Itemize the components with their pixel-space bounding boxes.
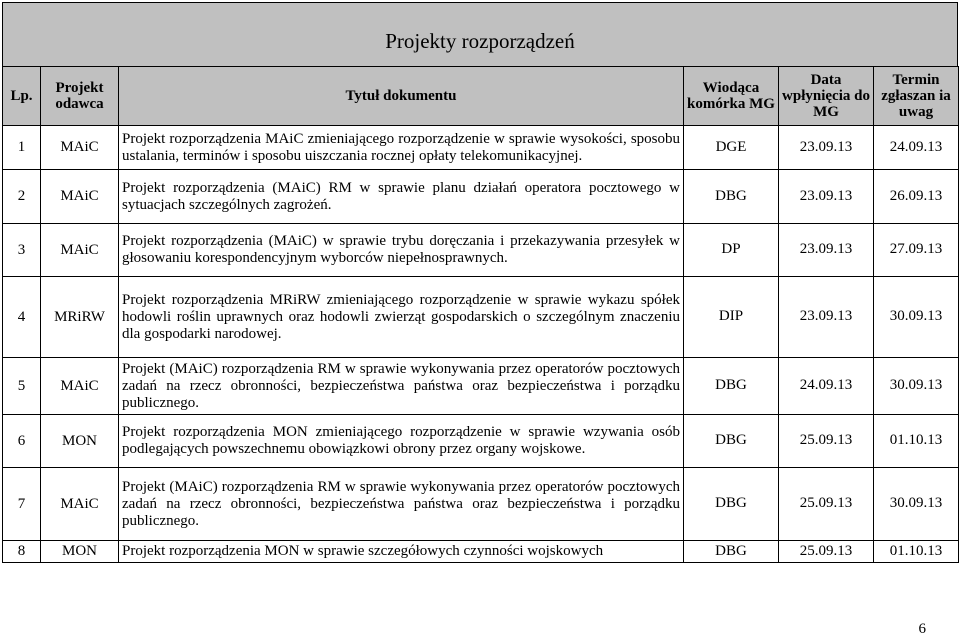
row-org-text: MAiC xyxy=(60,188,99,204)
row-title xyxy=(119,415,684,468)
page-title-band xyxy=(2,2,958,66)
row-deadline xyxy=(874,468,959,541)
row-title xyxy=(119,170,684,224)
table-row xyxy=(3,468,959,541)
row-org-text: MRiRW xyxy=(54,308,105,325)
row-title xyxy=(119,277,684,358)
row-lp xyxy=(3,170,41,224)
row-org xyxy=(41,277,119,358)
row-lp xyxy=(3,358,41,415)
row-deadline-text: 26.09.13 xyxy=(889,187,943,204)
row-deadline-text: 24.09.13 xyxy=(889,138,943,155)
row-unit-text: DBG xyxy=(715,542,747,559)
row-received xyxy=(779,541,874,563)
row-unit xyxy=(684,541,779,563)
row-deadline-text: 01.10.13 xyxy=(889,432,943,448)
row-deadline xyxy=(874,224,959,277)
row-title xyxy=(119,224,684,277)
row-org xyxy=(41,415,119,468)
row-unit xyxy=(684,415,779,468)
row-unit-text: DGE xyxy=(715,138,747,155)
row-org-text: MON xyxy=(61,432,97,449)
row-lp xyxy=(3,468,41,541)
row-lp xyxy=(3,126,41,170)
row-org xyxy=(41,126,119,170)
row-received-text: 24.09.13 xyxy=(799,377,853,393)
row-unit-text: DBG xyxy=(715,432,747,448)
row-received xyxy=(779,224,874,277)
table-row xyxy=(3,126,959,170)
row-received-text: 25.09.13 xyxy=(799,432,853,448)
row-received xyxy=(779,277,874,358)
row-received-text: 23.09.13 xyxy=(799,308,853,324)
header-row xyxy=(3,67,959,126)
col-header-unit: Wiodąca komórka MG xyxy=(684,67,779,126)
row-unit xyxy=(684,277,779,358)
row-received xyxy=(779,358,874,415)
row-lp xyxy=(3,541,41,563)
row-title xyxy=(119,541,684,563)
row-deadline xyxy=(874,170,959,224)
row-org-text: MAiC xyxy=(60,139,99,155)
row-unit-text: DIP xyxy=(718,308,744,324)
page-number: 6 xyxy=(918,621,926,637)
table-row xyxy=(3,170,959,224)
row-received xyxy=(779,468,874,541)
projects-table xyxy=(2,66,959,563)
row-lp-text: 1 xyxy=(17,139,26,155)
row-title xyxy=(119,126,684,170)
col-header-org: Projekt odawca xyxy=(41,67,119,126)
row-title-text: Projekt rozporządzenia MON zmieniającego rozporządzenie w sprawie wzywania osób podlegających powszechnemu obowiązkowi obrony przez organy wojskowe. xyxy=(122,424,680,457)
row-received-text: 23.09.13 xyxy=(799,241,853,257)
row-title-text: Projekt rozporządzenia (MAiC) RM w sprawie planu działań operatora pocztowego w sytuacjach szczególnych zagrożeń. xyxy=(122,179,680,213)
row-deadline xyxy=(874,277,959,358)
row-title-text: Projekt rozporządzenia (MAiC) w sprawie trybu doręczania i przekazywania przesyłek w głosowaniu korespondencyjnym wyborców niepełnosprawnych. xyxy=(122,233,680,266)
row-title-text: Projekt rozporządzenia MRiRW zmieniającego rozporządzenie w sprawie wykazu spółek hodowli roślin uprawnych oraz hodowli zwierząt gospodarskich o szczególnym znaczeniu dla gospodarki narodowej. xyxy=(122,291,680,342)
table-row xyxy=(3,277,959,358)
row-unit-text: DBG xyxy=(715,187,747,204)
row-org-text: MAiC xyxy=(60,377,99,394)
row-lp-text: 8 xyxy=(17,543,26,559)
row-title-text: Projekt (MAiC) rozporządzenia RM w sprawie wykonywania przez operatorów pocztowych zadań na rzecz obronności, bezpieczeństwa państwa oraz bezpieczeństwa i porządku publicznego. xyxy=(122,478,680,529)
row-deadline-text: 01.10.13 xyxy=(889,542,943,559)
row-lp-text: 6 xyxy=(17,432,26,449)
row-lp xyxy=(3,224,41,277)
row-unit-text: DBG xyxy=(715,377,747,393)
row-deadline-text: 30.09.13 xyxy=(889,377,943,393)
col-header-lp: Lp. xyxy=(3,67,41,126)
row-unit xyxy=(684,358,779,415)
row-lp-text: 3 xyxy=(17,241,26,258)
row-org xyxy=(41,170,119,224)
row-deadline xyxy=(874,358,959,415)
row-unit xyxy=(684,126,779,170)
row-unit xyxy=(684,224,779,277)
row-deadline-text: 30.09.13 xyxy=(889,495,943,511)
row-lp xyxy=(3,277,41,358)
row-lp-text: 4 xyxy=(17,308,26,325)
row-unit xyxy=(684,170,779,224)
row-org-text: MON xyxy=(61,543,97,559)
row-deadline-text: 27.09.13 xyxy=(889,241,943,257)
row-received xyxy=(779,126,874,170)
table-row xyxy=(3,358,959,415)
row-received-text: 25.09.13 xyxy=(799,495,853,511)
row-unit xyxy=(684,468,779,541)
col-header-deadline: Termin zgłaszan ia uwag xyxy=(874,67,959,126)
row-unit-text: DBG xyxy=(715,495,747,511)
table-row xyxy=(3,224,959,277)
col-header-title: Tytuł dokumentu xyxy=(119,67,684,126)
row-received xyxy=(779,415,874,468)
row-title xyxy=(119,358,684,415)
col-header-received: Data wpłynięcia do MG xyxy=(779,67,874,126)
row-received-text: 23.09.13 xyxy=(799,187,853,204)
row-title-text: Projekt rozporządzenia MON w sprawie szczegółowych czynności wojskowych xyxy=(122,543,604,559)
row-received-text: 25.09.13 xyxy=(799,542,853,559)
row-deadline xyxy=(874,541,959,563)
row-lp-text: 5 xyxy=(17,377,26,394)
row-org-text: MAiC xyxy=(60,495,99,512)
row-org xyxy=(41,541,119,563)
row-deadline xyxy=(874,415,959,468)
row-title-text: Projekt (MAiC) rozporządzenia RM w sprawie wykonywania przez operatorów pocztowych zadań na rzecz obronności, bezpieczeństwa państwa oraz bezpieczeństwa i porządku publicznego. xyxy=(122,360,680,411)
row-unit-text: DP xyxy=(721,241,741,257)
row-org xyxy=(41,224,119,277)
row-lp-text: 2 xyxy=(17,188,26,204)
row-deadline xyxy=(874,126,959,170)
row-received-text: 23.09.13 xyxy=(799,138,853,155)
table-row xyxy=(3,415,959,468)
row-org xyxy=(41,358,119,415)
row-deadline-text: 30.09.13 xyxy=(889,308,943,324)
row-received xyxy=(779,170,874,224)
row-lp xyxy=(3,415,41,468)
row-lp-text: 7 xyxy=(17,495,26,512)
table-row xyxy=(3,541,959,563)
row-org-text: MAiC xyxy=(60,241,99,258)
page-title: Projekty rozporządzeń xyxy=(385,29,575,53)
row-org xyxy=(41,468,119,541)
row-title xyxy=(119,468,684,541)
row-title-text: Projekt rozporządzenia MAiC zmieniającego rozporządzenie w sprawie wysokości, sposobu ustalania, terminów i sposobu uiszczania rocznej opłaty telekomunikacyjnej. xyxy=(122,130,680,164)
